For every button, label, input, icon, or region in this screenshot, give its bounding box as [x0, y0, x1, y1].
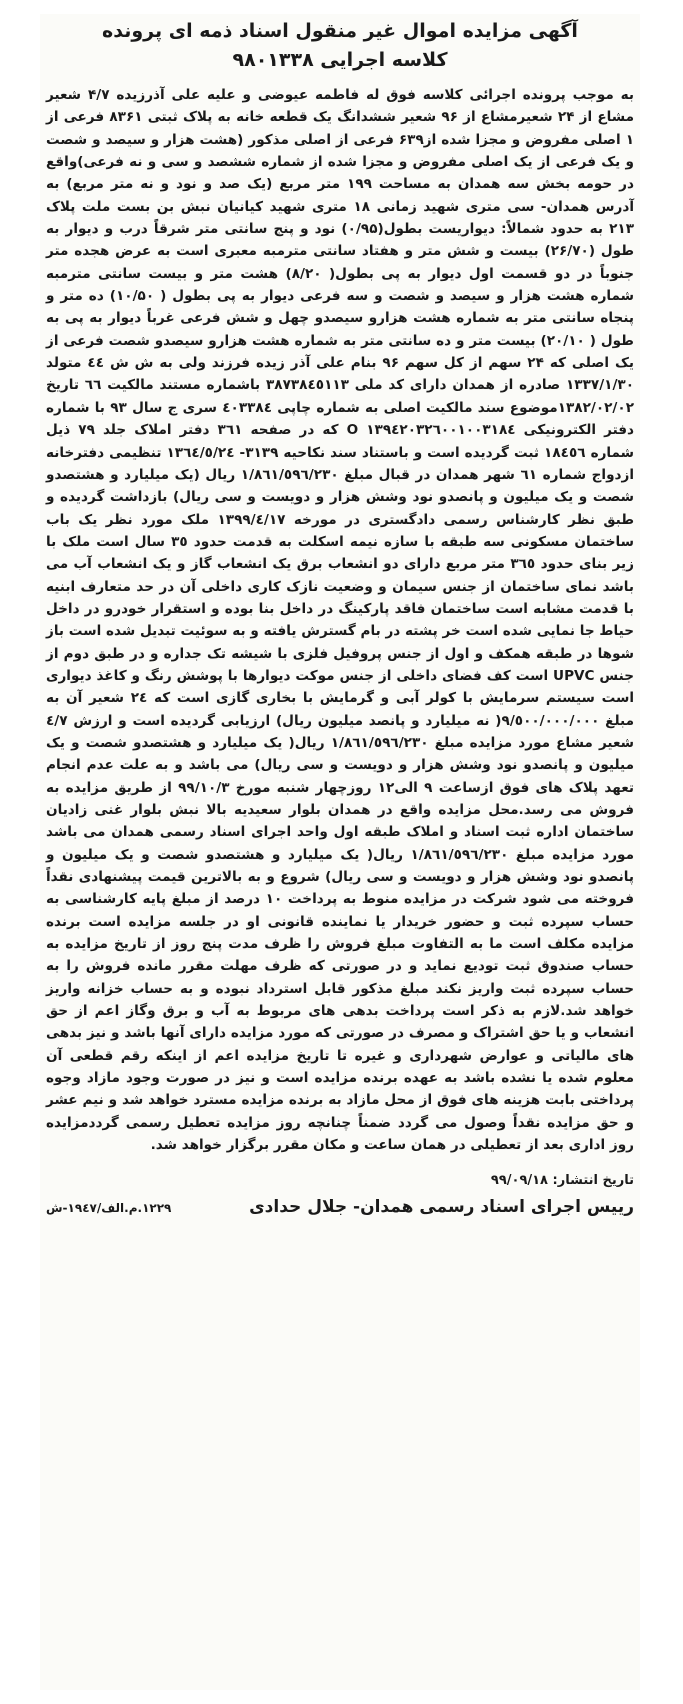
reference-code: ۱۲۲۹.م.الف/۱۹٤۷-ش — [46, 1200, 172, 1215]
publish-date: تاریخ انتشار: ۹۹/۰۹/۱۸ — [490, 1172, 634, 1188]
auction-notice — [40, 14, 640, 1690]
notice-body — [46, 84, 634, 1157]
notice-paragraph: به موجب پرونده اجرائی کلاسه فوق له فاطمه عیوضی و علیه علی آذرزیده ۴/۷ شعیر مشاع از ۲۴ شعیرمشاع از ۹۶ شعیر ششدانگ یک قطعه خانه به پلاک ثبتی ۸۳۶۱ فرعی از ۱ اصلی مفروض و مجزا شده از۶۳۹ فرعی از اصلی مذکور (هشت هزار و سیصد و شصت و یک فرعی از یک اصلی مفروض و مجزا شده از شماره ششصد و سی و نه فرعی)واقع در حومه بخش سه همدان به مساحت ۱۹۹ متر مربع (یک صد و نود و نه متر مربع) به آدرس همدان- سی متری شهید زمانی ۱۸ متری شهید کیانیان نبش بن بست ملت پلاک ۲۱۳ به حدود شمالاً: دیواریست بطول(۰/۹۵) نود و پنج سانتی متر شرقاً درب و دیوار به طول (۲۶/۷۰) بیست و شش متر و هفتاد سانتی مترمبه معبری است به عرض هجده متر جنوباً در دو قسمت اول دیوار به پی بطول( ۸/۲۰) هشت متر و بیست سانتی مترمبه شماره هشت هزار و سیصد و شصت و سه فرعی دیوار به پی بطول ( ۱۰/۵۰) ده متر و پنجاه سانتی متر به شماره هشت هزارو سیصدو چهل و شش فرعی غرباً دیوار به پی به طول ( ۲۰/۱۰) بیست متر و ده سانتی متر به شماره هشت هزارو سیصدو شصت فرعی از یک اصلی که ۲۴ سهم از کل سهم ۹۶ بنام علی آذر زیده فرزند ولی به ش ش ٤٤ متولد ۱۳۳۷/۱/۳۰ صادره از همدان دارای کد ملی ۳۸۷۳۸٤٥۱۱۳ باشماره مستند مالکیت ٦٦ تاریخ ۱۳۸۲/۰۲/۰۲موضوع سند مالکیت اصلی به شماره چاپی ٤۰۳۳۸٤ سری ج سال ۹۳ با شماره دفتر الکترونیکی ۱۳۹٤۲۰۳۲٦۰۰۱۰۰۳۱۸٤ O که در صفحه ۳٦۱ دفتر املاک جلد ۷۹ ذیل شماره ۱۸٤٥٦ ثبت گردیده است و باستناد سند نکاحیه ۳۱۳۹- ۱۳٦٤/٥/۲٤ تنظیمی دفترخانه ازدواج شماره ٦۱ شهر همدان در قبال مبلغ ۱/۸٦۱/٥۹٦/۲۳۰ ریال (یک میلیارد و هشتصدو شصت و یک میلیون و پانصدو نود وشش هزار و دویست و سی ریال) بازداشت گردیده و طبق نظر کارشناس رسمی دادگستری در مورخه ۱۳۹۹/٤/۱۷ ملک مورد نظر یک باب ساختمان مسکونی سه طبقه با سازه نیمه اسکلت به قدمت حدود ۳٥ سال است ملک با زیر بنای حدود ۳٦٥ متر مربع دارای دو انشعاب برق یک انشعاب گاز و یک انشعاب آب می باشد نمای ساختمان از جنس سیمان و وضعیت نازک کاری داخلی آن در حد متعارف ابنیه با قدمت مشابه است ساختمان فاقد پارکینگ در داخل بنا بوده و استقرار خودرو در داخل حیاط جا نمایی شده است خر پشته در بام گسترش یافته و به سوئیت تبدیل شده است باز شوها در طبقه همکف و اول از جنس پروفیل فلزی با شیشه تک جداره و در طبق دوم از جنس UPVC است کف فضای داخلی از جنس موکت دیوارها با پوشش رنگ و کاغذ دیواری است سیستم سرمایش با کولر آبی و گرمایش با بخاری گازی است که ۲٤ شعیر آن به مبلغ ۹/٥۰۰/۰۰۰/۰۰۰( نه میلیارد و پانصد میلیون ریال) ارزیابی گردیده است و ارزش ٤/۷ شعیر مشاع مورد مزایده مبلغ ۱/۸٦۱/٥۹٦/۲۳۰ ریال( یک میلیارد و هشتصدو شصت و یک میلیون و پانصدو نود وشش هزار و دویست و سی ریال) می باشد و به علت عدم انجام تعهد پلاک های فوق ازساعت ۹ الی۱۲ روزچهار شنبه مورخ ۹۹/۱۰/۳ از طریق مزایده به فروش می رسد.محل مزایده واقع در همدان بلوار سعیدیه بالا نبش بلوار غنی زادیان ساختمان اداره ثبت اسناد و املاک طبقه اول واحد اجرای اسناد رسمی همدان می باشد مورد مزایده مبلغ ۱/۸٦۱/٥۹٦/۲۳۰ ریال( یک میلیارد و هشتصدو شصت و یک میلیون و پانصدو نود وشش هزار و دویست و سی ریال) شروع و به بالاترین قیمت پیشنهادی نقداً فروخته می شود شرکت در مزایده منوط به پرداخت ۱۰ درصد از مبلغ پایه کارشناسی به حساب سپرده ثبت و حضور خریدار یا نماینده قانونی او در جلسه مزایده است برنده مزایده مکلف است ما به التفاوت مبلغ فروش را ظرف مدت پنج روز از تاریخ مزایده به حساب صندوق ثبت تودیع نماید و در صورتی که ظرف مهلت مقرر مانده فروش را به حساب سپرده ثبت واریز نکند مبلغ مذکور قابل استرداد نبوده و به حساب خزانه واریز خواهد شد.لازم به ذکر است پرداخت بدهی های مربوط به آب و برق وگاز اعم از حق انشعاب و یا حق اشتراک و مصرف در صورتی که مورد مزایده دارای آنها باشد و نیز بدهی های مالیاتی و عوارض شهرداری و غیره تا تاریخ مزایده اعم از اینکه رقم قطعی آن معلوم شده یا نشده باشد به عهده برنده مزایده است و نیز در صورت وجود مازاد وجوه پرداختی بابت هزینه های فوق از محل مازاد به برنده مزایده مسترد خواهد شد و نیم عشر و حق مزایده نقداً وصول می گردد ضمناً چنانچه روز مزایده تعطیل رسمی گرددمزایده روز اداری بعد از تعطیلی در همان ساعت و مکان مقرر برگزار خواهد شد. — [46, 87, 635, 1154]
notice-title-line2: کلاسه اجرایی ۹۸۰۱۳۳۸ — [232, 49, 448, 71]
signature: رییس اجرای اسناد رسمی همدان- جلال حدادی — [249, 1196, 634, 1217]
notice-footer — [46, 1197, 634, 1217]
notice-title-line1: آگهی مزایده اموال غیر منقول اسناد ذمه ای پرونده — [102, 20, 578, 42]
